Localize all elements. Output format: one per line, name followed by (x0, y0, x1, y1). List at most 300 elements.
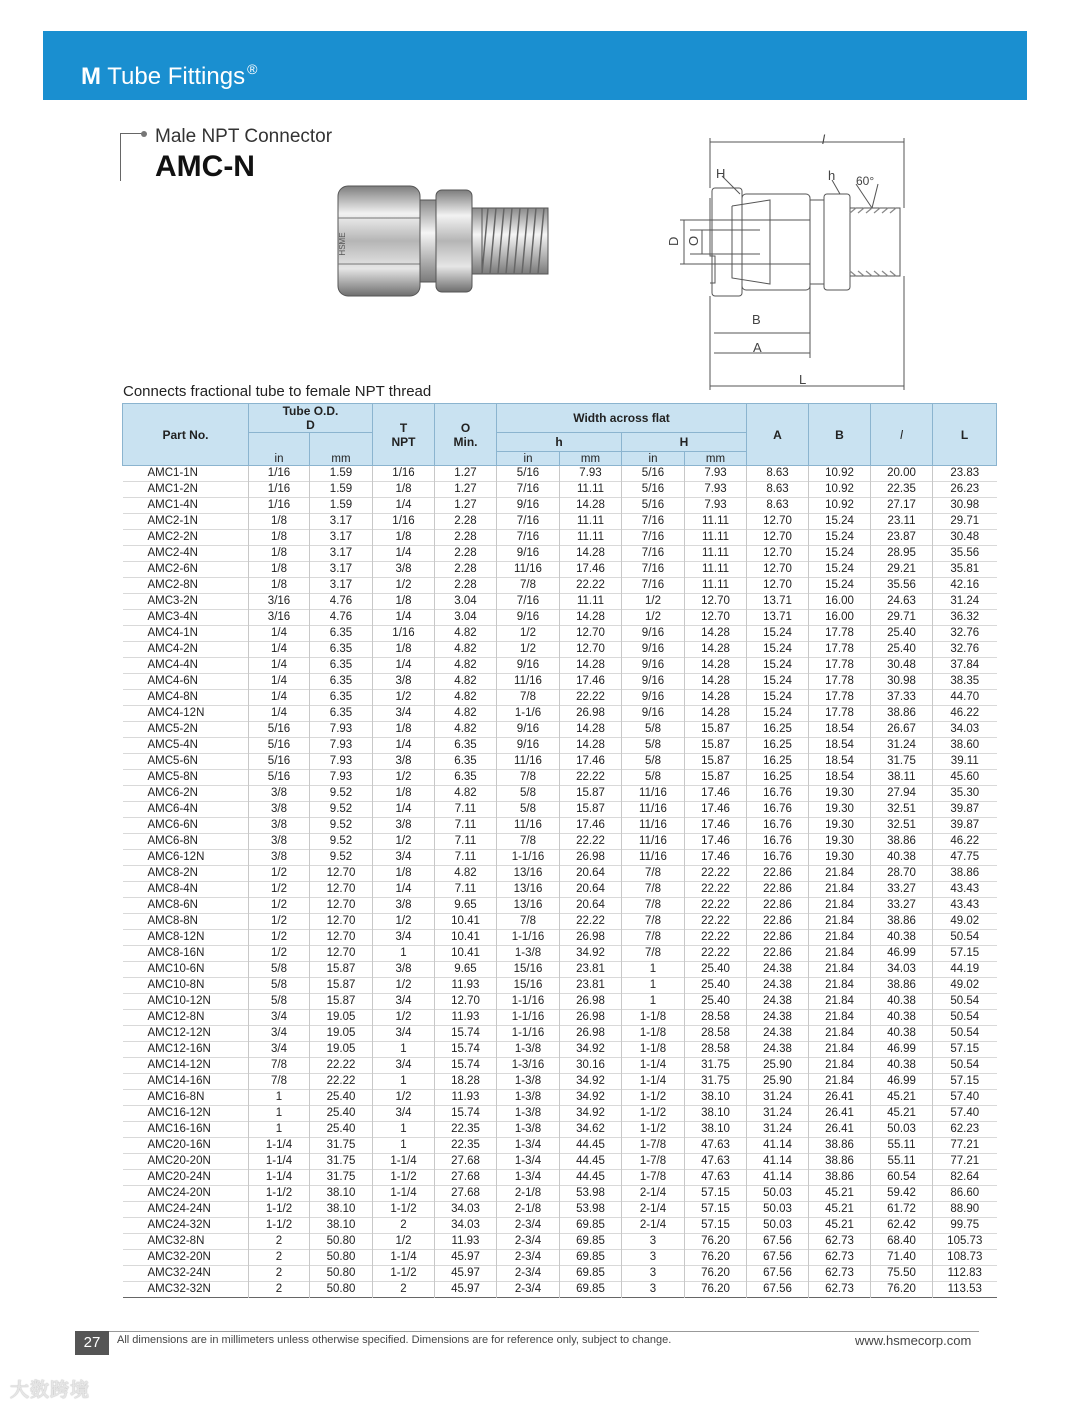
table-cell: 45.21 (809, 1186, 871, 1202)
table-cell: 5/16 (622, 482, 685, 498)
table-cell: 46.99 (871, 1042, 933, 1058)
table-cell: 15/16 (497, 962, 560, 978)
table-cell: 11/16 (497, 754, 560, 770)
table-cell: 35.56 (933, 546, 997, 562)
table-cell: 14.28 (560, 546, 622, 562)
table-cell: 19.30 (809, 802, 871, 818)
table-cell: 67.56 (747, 1234, 809, 1250)
table-cell: 15.24 (809, 546, 871, 562)
table-row (123, 658, 997, 674)
table-cell: 69.85 (560, 1218, 622, 1234)
table-cell: 3/4 (373, 1058, 435, 1074)
table-cell: 1 (373, 1122, 435, 1138)
table-cell: 113.53 (933, 1282, 997, 1298)
table-cell: 22.22 (685, 882, 747, 898)
table-cell: 76.20 (685, 1234, 747, 1250)
table-cell: 14.28 (560, 738, 622, 754)
table-cell: 4.82 (435, 706, 497, 722)
table-cell: 9/16 (622, 674, 685, 690)
table-cell: 22.86 (747, 946, 809, 962)
table-cell: 61.72 (871, 1202, 933, 1218)
part-number-cell: AMC2-1N (147, 515, 198, 527)
table-cell: 27.94 (871, 786, 933, 802)
table-cell: 23.81 (560, 962, 622, 978)
table-cell: 3/16 (249, 610, 310, 626)
table-cell: 34.92 (560, 946, 622, 962)
table-cell: 5/8 (622, 770, 685, 786)
table-cell: 44.45 (560, 1154, 622, 1170)
table-cell: 38.35 (933, 674, 997, 690)
table-cell: 31.75 (310, 1138, 373, 1154)
table-cell: 1/2 (249, 946, 310, 962)
table-cell: 21.84 (809, 978, 871, 994)
part-number-cell: AMC2-4N (147, 547, 198, 559)
table-row (123, 1154, 997, 1170)
table-cell: 2-1/4 (622, 1202, 685, 1218)
table-cell: 1/8 (373, 482, 435, 498)
table-cell: 1 (622, 978, 685, 994)
table-cell: 1 (373, 946, 435, 962)
table-cell: 1/4 (249, 642, 310, 658)
table-row (123, 850, 997, 866)
table-cell: 1-1/2 (373, 1266, 435, 1282)
table-cell: 4.82 (435, 626, 497, 642)
part-number-cell: AMC8-16N (147, 947, 205, 959)
label-angle: 60° (856, 174, 875, 188)
table-cell: 57.15 (933, 1042, 997, 1058)
table-cell: 1/8 (249, 562, 310, 578)
table-cell: 17.46 (685, 850, 747, 866)
table-cell: 8.63 (747, 498, 809, 514)
table-cell: 9/16 (497, 738, 560, 754)
table-cell: 6.35 (435, 770, 497, 786)
table-cell: 20.64 (560, 898, 622, 914)
table-cell: 17.46 (685, 802, 747, 818)
table-cell: 13.71 (747, 610, 809, 626)
table-cell: 1-1/16 (497, 1010, 560, 1026)
table-cell: 11.11 (560, 530, 622, 546)
table-cell: 38.10 (685, 1122, 747, 1138)
table-cell: 39.87 (933, 818, 997, 834)
table-cell: 3.17 (310, 578, 373, 594)
unit-in: in (249, 433, 310, 466)
table-cell: 1-1/2 (249, 1186, 310, 1202)
col-tube-od: Tube O.D. D (249, 404, 373, 433)
table-cell: 1-3/16 (497, 1058, 560, 1074)
table-cell: 22.22 (560, 690, 622, 706)
table-row (123, 482, 997, 498)
table-cell: 12.70 (747, 530, 809, 546)
table-cell: 86.60 (933, 1186, 997, 1202)
table-cell: 4.82 (435, 786, 497, 802)
table-cell: 15.24 (747, 626, 809, 642)
part-number-cell: AMC14-12N (147, 1059, 211, 1071)
table-cell: 38.86 (871, 834, 933, 850)
table-cell: 21.84 (809, 946, 871, 962)
table-cell: 12.70 (310, 866, 373, 882)
table-cell: 99.75 (933, 1218, 997, 1234)
table-cell: 46.99 (871, 1074, 933, 1090)
table-cell: 23.83 (933, 466, 997, 482)
table-cell: 9/16 (497, 658, 560, 674)
table-cell: 21.84 (809, 994, 871, 1010)
table-cell: 1-1/2 (622, 1122, 685, 1138)
table-cell: 1/2 (497, 626, 560, 642)
table-cell: 31.24 (747, 1122, 809, 1138)
table-cell: 18.54 (809, 770, 871, 786)
table-cell: 24.38 (747, 994, 809, 1010)
table-cell: 11.93 (435, 1234, 497, 1250)
part-number-cell: AMC32-24N (147, 1267, 211, 1279)
table-cell: 1/4 (373, 546, 435, 562)
table-cell: 25.40 (310, 1090, 373, 1106)
table-cell: 44.45 (560, 1138, 622, 1154)
table-cell: 31.75 (685, 1074, 747, 1090)
part-number-cell: AMC14-16N (147, 1075, 211, 1087)
col-h-big: H (622, 433, 747, 452)
table-cell: 62.42 (871, 1218, 933, 1234)
table-cell: 26.98 (560, 930, 622, 946)
table-cell: 23.87 (871, 530, 933, 546)
table-cell: 1-1/2 (249, 1218, 310, 1234)
table-cell: 1-1/16 (497, 994, 560, 1010)
table-cell: 10.92 (809, 498, 871, 514)
table-cell: 17.46 (560, 754, 622, 770)
table-cell: 11.11 (685, 578, 747, 594)
table-row (123, 754, 997, 770)
table-cell: 20.00 (871, 466, 933, 482)
table-cell: 22.22 (685, 914, 747, 930)
table-cell: 1/4 (249, 674, 310, 690)
table-cell: 38.86 (809, 1138, 871, 1154)
footer-website-link[interactable]: www.hsmecorp.com (855, 1333, 972, 1348)
table-cell: 38.60 (933, 738, 997, 754)
table-cell: 1/4 (373, 658, 435, 674)
table-cell: 11.11 (685, 530, 747, 546)
table-cell: 25.90 (747, 1074, 809, 1090)
table-row (123, 498, 997, 514)
table-cell: 3.17 (310, 530, 373, 546)
table-cell: 31.75 (685, 1058, 747, 1074)
table-cell: 40.38 (871, 1026, 933, 1042)
table-cell: 1-1/2 (622, 1106, 685, 1122)
table-row (123, 1010, 997, 1026)
table-cell: 22.22 (310, 1074, 373, 1090)
table-cell: 62.73 (809, 1234, 871, 1250)
table-cell: 3/8 (373, 562, 435, 578)
table-cell: 60.54 (871, 1170, 933, 1186)
table-cell: 16.76 (747, 802, 809, 818)
table-cell: 3/4 (373, 930, 435, 946)
table-row (123, 1090, 997, 1106)
table-cell: 2.28 (435, 546, 497, 562)
table-cell: 14.28 (560, 722, 622, 738)
table-cell: 40.38 (871, 850, 933, 866)
table-cell: 1/16 (373, 626, 435, 642)
table-cell: 19.30 (809, 834, 871, 850)
table-cell: 1/4 (373, 802, 435, 818)
part-number-cell: AMC5-4N (147, 739, 198, 751)
table-cell: 9/16 (622, 706, 685, 722)
table-cell: 1-3/8 (497, 1122, 560, 1138)
table-cell: 41.14 (747, 1138, 809, 1154)
table-cell: 50.03 (747, 1202, 809, 1218)
table-cell: 5/16 (497, 466, 560, 482)
part-number-cell: AMC32-8N (147, 1235, 205, 1247)
table-cell: 5/8 (249, 962, 310, 978)
table-cell: 33.27 (871, 898, 933, 914)
table-row (123, 1042, 997, 1058)
table-row (123, 1186, 997, 1202)
table-cell: 11.11 (685, 546, 747, 562)
table-cell: 11.11 (685, 562, 747, 578)
table-cell: 22.22 (560, 770, 622, 786)
table-cell: 34.92 (560, 1106, 622, 1122)
table-cell: 25.40 (685, 994, 747, 1010)
table-cell: 1/2 (373, 914, 435, 930)
table-cell: 7/16 (622, 578, 685, 594)
label-A: A (753, 340, 762, 355)
table-cell: 1 (373, 1138, 435, 1154)
unit-mm: mm (310, 433, 373, 466)
table-cell: 6.35 (435, 738, 497, 754)
table-cell: 57.40 (933, 1106, 997, 1122)
table-cell: 1 (373, 1074, 435, 1090)
table-cell: 27.68 (435, 1154, 497, 1170)
table-cell: 50.54 (933, 930, 997, 946)
table-cell: 38.10 (685, 1090, 747, 1106)
table-cell: 34.92 (560, 1074, 622, 1090)
table-cell: 13/16 (497, 898, 560, 914)
table-cell: 1-1/16 (497, 930, 560, 946)
table-row (123, 834, 997, 850)
table-cell: 4.76 (310, 610, 373, 626)
table-cell: 50.03 (747, 1218, 809, 1234)
col-t-npt: T NPT (373, 404, 435, 466)
table-cell: 11.11 (560, 482, 622, 498)
table-cell: 2 (249, 1250, 310, 1266)
table-cell: 6.35 (310, 626, 373, 642)
spec-table (122, 403, 997, 1298)
table-cell: 22.22 (685, 898, 747, 914)
table-row (123, 626, 997, 642)
table-cell: 15.24 (809, 530, 871, 546)
table-cell: 1.59 (310, 482, 373, 498)
table-cell: 62.23 (933, 1122, 997, 1138)
table-cell: 31.75 (310, 1154, 373, 1170)
table-cell: 3/4 (249, 1026, 310, 1042)
part-number-cell: AMC3-4N (147, 611, 198, 623)
table-cell: 18.54 (809, 738, 871, 754)
part-number-cell: AMC12-8N (147, 1011, 205, 1023)
table-cell: 22.22 (560, 914, 622, 930)
table-cell: 53.98 (560, 1186, 622, 1202)
table-cell: 1/2 (373, 578, 435, 594)
table-cell: 12.70 (747, 578, 809, 594)
table-cell: 1-3/4 (497, 1154, 560, 1170)
table-cell: 38.86 (933, 866, 997, 882)
table-cell: 1/16 (249, 482, 310, 498)
table-cell: 1/8 (373, 722, 435, 738)
table-cell: 1/8 (249, 530, 310, 546)
table-cell: 5/16 (622, 498, 685, 514)
table-cell: 46.22 (933, 834, 997, 850)
table-cell: 1-1/4 (373, 1250, 435, 1266)
table-cell: 15.24 (809, 578, 871, 594)
table-row (123, 930, 997, 946)
table-cell: 2.28 (435, 578, 497, 594)
table-cell: 34.03 (933, 722, 997, 738)
table-cell: 16.76 (747, 850, 809, 866)
table-cell: 7.93 (310, 754, 373, 770)
unit-in: in (622, 452, 685, 466)
table-cell: 42.16 (933, 578, 997, 594)
table-cell: 50.80 (310, 1250, 373, 1266)
part-number-cell: AMC6-4N (147, 803, 198, 815)
part-number-cell: AMC2-6N (147, 563, 198, 575)
table-cell: 32.51 (871, 802, 933, 818)
table-cell: 9/16 (622, 690, 685, 706)
table-cell: 26.98 (560, 994, 622, 1010)
table-row (123, 1234, 997, 1250)
table-cell: 1-1/2 (622, 1090, 685, 1106)
part-number-cell: AMC16-8N (147, 1091, 205, 1103)
table-cell: 55.11 (871, 1154, 933, 1170)
table-cell: 7.11 (435, 818, 497, 834)
table-cell: 3/4 (373, 850, 435, 866)
label-H: H (716, 166, 726, 181)
table-cell: 12.70 (310, 930, 373, 946)
table-cell: 9.52 (310, 786, 373, 802)
table-cell: 38.86 (871, 706, 933, 722)
table-cell: 1/2 (373, 770, 435, 786)
table-cell: 17.46 (560, 818, 622, 834)
table-cell: 62.73 (809, 1282, 871, 1298)
part-number-cell: AMC4-6N (147, 675, 198, 687)
table-cell: 2 (249, 1266, 310, 1282)
table-cell: 1/4 (373, 610, 435, 626)
table-cell: 26.41 (809, 1122, 871, 1138)
table-cell: 3/8 (373, 754, 435, 770)
table-cell: 1/2 (373, 690, 435, 706)
table-cell: 1.59 (310, 498, 373, 514)
table-cell: 105.73 (933, 1234, 997, 1250)
table-cell: 39.11 (933, 754, 997, 770)
table-cell: 17.46 (560, 674, 622, 690)
table-cell: 16.76 (747, 786, 809, 802)
table-cell: 4.82 (435, 866, 497, 882)
table-cell: 44.70 (933, 690, 997, 706)
table-cell: 5/16 (249, 770, 310, 786)
table-cell: 28.58 (685, 1010, 747, 1026)
table-cell: 1-3/8 (497, 1106, 560, 1122)
table-cell: 1/16 (249, 498, 310, 514)
table-row (123, 578, 997, 594)
table-cell: 47.75 (933, 850, 997, 866)
table-cell: 50.80 (310, 1282, 373, 1298)
table-cell: 50.80 (310, 1234, 373, 1250)
table-cell: 22.22 (685, 946, 747, 962)
table-cell: 45.97 (435, 1266, 497, 1282)
table-cell: 22.22 (560, 578, 622, 594)
table-cell: 24.38 (747, 1042, 809, 1058)
table-cell: 15.87 (685, 754, 747, 770)
banner-title: M Tube Fittings ® (81, 61, 258, 90)
part-number-cell: AMC4-2N (147, 643, 198, 655)
table-cell: 37.84 (933, 658, 997, 674)
table-cell: 7.93 (310, 722, 373, 738)
table-cell: 3/16 (249, 594, 310, 610)
table-cell: 21.84 (809, 1010, 871, 1026)
table-cell: 18.54 (809, 722, 871, 738)
table-cell: 1/4 (373, 738, 435, 754)
table-cell: 11/16 (622, 850, 685, 866)
table-cell: 5/8 (622, 722, 685, 738)
table-cell: 26.98 (560, 850, 622, 866)
table-cell: 21.84 (809, 1074, 871, 1090)
table-cell: 1/4 (249, 706, 310, 722)
table-cell: 2 (373, 1218, 435, 1234)
table-cell: 3.17 (310, 546, 373, 562)
table-cell: 88.90 (933, 1202, 997, 1218)
table-cell: 1-1/2 (373, 1202, 435, 1218)
table-cell: 15.24 (809, 514, 871, 530)
table-cell: 15.24 (747, 642, 809, 658)
table-cell: 1-3/4 (497, 1138, 560, 1154)
table-cell: 69.85 (560, 1234, 622, 1250)
table-cell: 1/2 (622, 610, 685, 626)
table-row (123, 1250, 997, 1266)
table-cell: 7/16 (622, 530, 685, 546)
part-number-cell: AMC10-12N (147, 995, 211, 1007)
table-row (123, 914, 997, 930)
table-cell: 16.25 (747, 722, 809, 738)
table-cell: 19.05 (310, 1042, 373, 1058)
table-cell: 10.41 (435, 930, 497, 946)
table-cell: 41.14 (747, 1170, 809, 1186)
table-cell: 15.74 (435, 1026, 497, 1042)
table-cell: 30.98 (933, 498, 997, 514)
table-cell: 7/16 (622, 562, 685, 578)
table-cell: 25.40 (310, 1106, 373, 1122)
table-cell: 40.38 (871, 1010, 933, 1026)
table-cell: 9.65 (435, 898, 497, 914)
table-cell: 1/4 (249, 658, 310, 674)
table-row (123, 530, 997, 546)
table-cell: 11/16 (622, 786, 685, 802)
table-cell: 37.33 (871, 690, 933, 706)
table-cell: 2.28 (435, 562, 497, 578)
table-cell: 31.24 (747, 1106, 809, 1122)
table-cell: 33.27 (871, 882, 933, 898)
table-cell: 1-1/4 (373, 1186, 435, 1202)
table-cell: 15.87 (310, 994, 373, 1010)
table-cell: 3/4 (373, 1026, 435, 1042)
table-row (123, 1218, 997, 1234)
table-cell: 15.87 (560, 786, 622, 802)
table-row (123, 1058, 997, 1074)
table-row (123, 770, 997, 786)
table-cell: 21.84 (809, 914, 871, 930)
table-cell: 7/8 (622, 914, 685, 930)
table-cell: 7/16 (497, 594, 560, 610)
table-row (123, 978, 997, 994)
table-cell: 76.20 (685, 1266, 747, 1282)
table-cell: 21.84 (809, 962, 871, 978)
table-cell: 7.93 (685, 466, 747, 482)
table-cell: 49.02 (933, 914, 997, 930)
part-number-cell: AMC3-2N (147, 595, 198, 607)
